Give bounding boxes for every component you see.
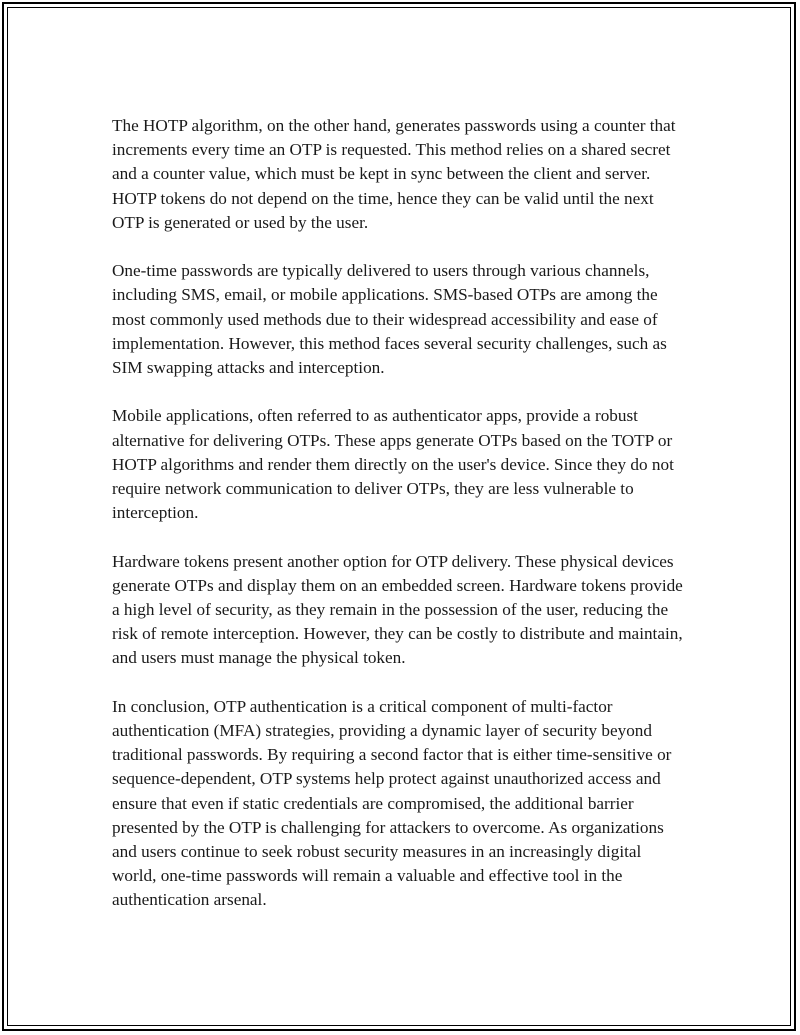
- paragraph-conclusion: In conclusion, OTP authentication is a critical component of multi-factor authentication (MFA) strategies, providing a dynamic layer of security beyond traditional passwords. By requiring a second factor that is either time-sensitive or sequence-dependent, OTP systems help protect against unauthorized access and ensure that even if static credentials are compromised, the additional barrier presented by the OTP is challenging for attackers to overcome. As organizations and users continue to seek robust security measures in an increasingly digital world, one-time passwords will remain a valuable and effective tool in the authentication arsenal.: [112, 696, 672, 910]
- document-body: [112, 114, 686, 913]
- paragraph-hardware-tokens: Hardware tokens present another option for OTP delivery. These physical devices generate OTPs and display them on an embedded screen. Hardware tokens provide a high level of security, as they remain in the possession of the user, reducing the risk of remote interception. However, they can be costly to distribute and maintain, and users must manage the physical token.: [112, 551, 683, 668]
- paragraph-delivery-channels: One-time passwords are typically delivered to users through various channels, including SMS, email, or mobile applications. SMS-based OTPs are among the most commonly used methods due to their widespread accessibility and ease of implementation. However, this method faces several security challenges, such as SIM swapping attacks and interception.: [112, 261, 667, 378]
- paragraph-hotp-algorithm: The HOTP algorithm, on the other hand, generates passwords using a counter that increments every time an OTP is requested. This method relies on a shared secret and a counter value, which must be kept in sync between the client and server. HOTP tokens do not depend on the time, hence they can be valid until the next OTP is generated or used by the user.: [112, 116, 676, 232]
- paragraph-authenticator-apps: Mobile applications, often referred to as authenticator apps, provide a robust alternative for delivering OTPs. These apps generate OTPs based on the TOTP or HOTP algorithms and render them directly on the user's device. Since they do not require network communication to deliver OTPs, they are less vulnerable to interception.: [112, 406, 674, 523]
